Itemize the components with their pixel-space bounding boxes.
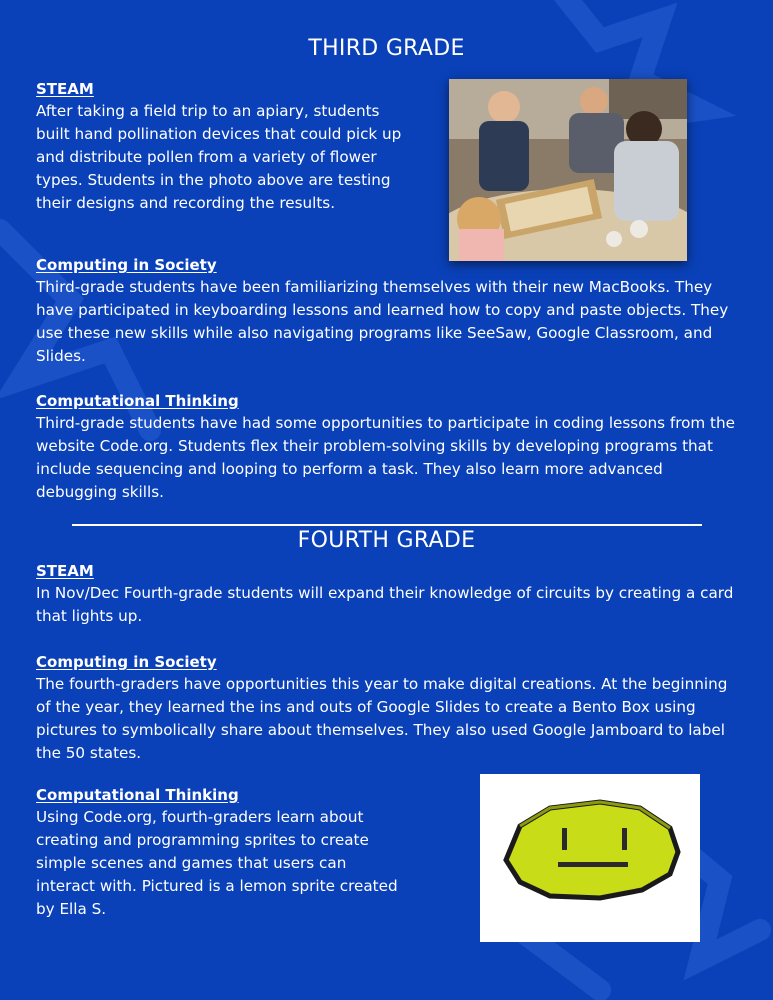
students-testing-pollination-photo (449, 79, 687, 261)
lemon-sprite-image (480, 774, 700, 942)
fourth-grade-steam-heading: STEAM (36, 562, 94, 580)
fourth-grade-computing-in-society-heading: Computing in Society (36, 653, 217, 671)
fourth-grade-computational-thinking-text: Using Code.org, fourth-graders learn about creating and programming sprites to create simple scenes and games that users can interact with. Pictured is a lemon sprite created by Ella S. (36, 808, 398, 918)
fourth-grade-computing-in-society-text: The fourth-graders have opportunities this year to make digital creations. At the beginning of the year, they learned the ins and outs of Google Slides to create a Bento Box using pictures to symbolically share about themselves. They also used Google Jamboard to label the 50 states. (36, 675, 728, 762)
third-grade-title: THIRD GRADE (308, 36, 465, 61)
third-grade-steam-text: After taking a field trip to an apiary, students built hand pollination devices that could pick up and distribute pollen from a variety of flower types. Students in the photo above are testing their designs and recording the results. (36, 102, 402, 212)
lemon-sprite-icon (480, 774, 700, 942)
third-grade-steam-heading: STEAM (36, 80, 94, 98)
classroom-photo-image (449, 79, 687, 261)
third-grade-computing-in-society-text: Third-grade students have been familiarizing themselves with their new MacBooks. They have participated in keyboarding lessons and learned how to copy and paste objects. They use these new skills while also navigating programs like SeeSaw, Google Classroom, and Slides. (36, 278, 729, 365)
fourth-grade-steam-text: In Nov/Dec Fourth-grade students will expand their knowledge of circuits by creating a card that lights up. (36, 584, 734, 625)
third-grade-computing-in-society-heading: Computing in Society (36, 256, 217, 274)
fourth-grade-title: FOURTH GRADE (297, 528, 476, 553)
fourth-grade-computational-thinking-heading: Computational Thinking (36, 786, 239, 804)
third-grade-computational-thinking-text: Third-grade students have had some opportunities to participate in coding lessons from the website Code.org. Students flex their problem-solving skills by developing programs that include sequencing and looping to perform a task. They also learn more advanced debugging skills. (36, 414, 735, 501)
section-divider (72, 524, 702, 526)
third-grade-computational-thinking-heading: Computational Thinking (36, 392, 239, 410)
